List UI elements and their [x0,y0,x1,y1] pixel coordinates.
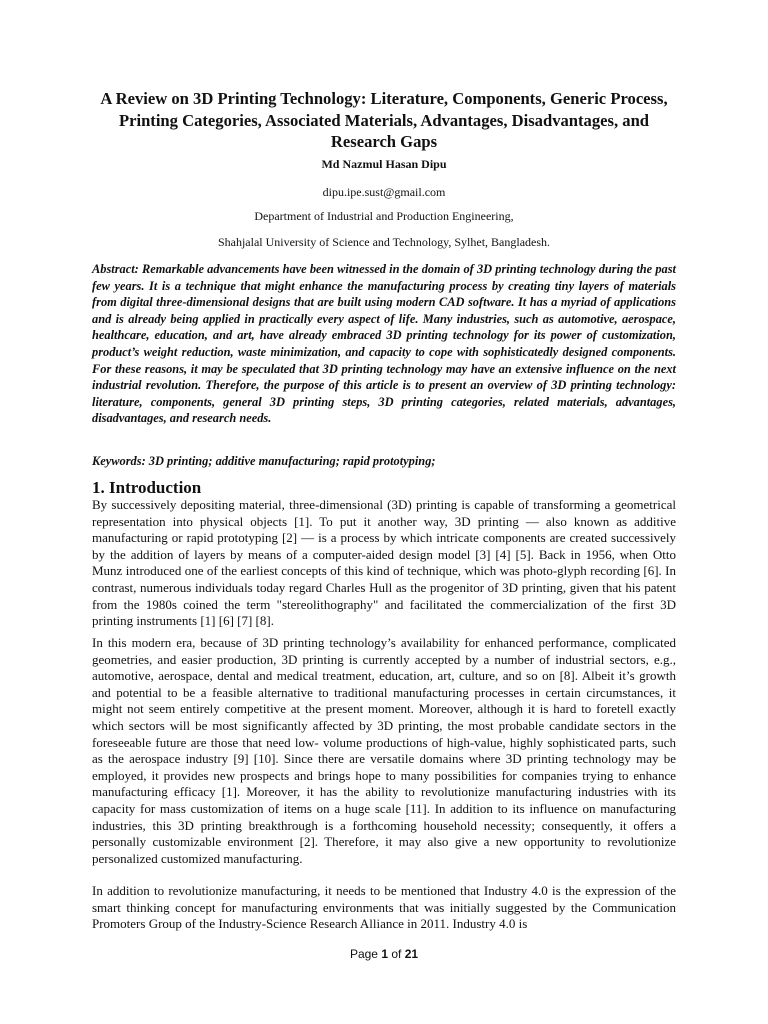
section-heading: 1. Introduction [92,478,202,497]
page-footer [0,947,768,961]
author-name: Md Nazmul Hasan Dipu [321,157,447,171]
author-university: Shahjalal University of Science and Technology, Sylhet, Bangladesh. [217,235,551,249]
body-paragraph: By successively depositing material, three-dimensional (3D) printing is capable of transforming a geometrical representation into physical objects [1]. To put it another way, 3D printing — also known as additive manufacturing or rapid prototyping [2] — is a process by which intricate components are created successively by the addition of layers by means of a computer-aided design model [3] [4] [5]. Back in 1956, when Otto Munz introduced one of the earliest concepts of this kind of technique, which was photo-glyph recording [6]. In contrast, numerous individuals today regard Charles Hull as the progenitor of 3D printing, given that his patent from the 1980s coined the term "stereolithography" and facilitated the commercialization of the first 3D printing instruments [1] [6] [7] [8]. [92,497,676,629]
abstract: Abstract: Remarkable advancements have been witnessed in the domain of 3D printing technology during the past few years. It is a technique that might enhance the manufacturing process by creating tiny layers of materials from digital three-dimensional designs that are built using modern CAD software. It has a myriad of applications and is already being applied in practically every aspect of life. Many industries, such as automotive, aerospace, healthcare, education, and art, have already embraced 3D printing technology for its power of customization, product’s weight reduction, waste minimization, and capacity to cope with sophisticatedly designed components. For these reasons, it may be speculated that 3D printing technology may have an extensive influence on the next industrial revolution. Therefore, the purpose of this article is to present an overview of 3D printing technology: literature, components, general 3D printing steps, 3D printing categories, related materials, advantages, disadvantages, and research needs. [92,262,676,426]
footer-page-word: Page [349,947,378,961]
keywords: Keywords: 3D printing; additive manufacturing; rapid prototyping; [92,454,436,468]
footer-current-page: 1 [381,947,388,961]
footer-total-pages: 21 [404,947,419,961]
footer-of-word: of [391,947,402,961]
body-paragraph: In addition to revolutionize manufacturing, it needs to be mentioned that Industry 4.0 is the expression of the smart thinking concept for manufacturing environments that was initially suggested by the Communication Promoters Group of the Industry-Science Research Alliance in 2011. Industry 4.0 is [92,883,676,932]
author-email: dipu.ipe.sust@gmail.com [322,185,446,199]
author-department: Department of Industrial and Production Engineering, [254,209,514,223]
body-paragraph: In this modern era, because of 3D printing technology’s availability for enhanced performance, complicated geometries, and easier production, 3D printing is currently accepted by a number of industrial sectors, e.g., automotive, aerospace, dental and medical treatment, education, art, culture, and so on [8]. Albeit it’s growth and potential to be a feasible alternative to traditional manufacturing processes in certain circumstances, it might not seem entirely competitive at the present moment. Moreover, although it is hard to foretell exactly which sectors will be most significantly affected by 3D printing, the most probable candidate sectors in the foreseeable future are those that need low- volume productions of high-value, highly sophisticated parts, such as the aerospace industry [9] [10]. Since there are versatile domains where 3D printing technology may be employed, it provides new prospects and brings hope to many possibilities for companies trying to enhance manufacturing efficacy [1]. Moreover, it has the ability to revolutionize manufacturing industries with its capacity for mass customization of items on a huge scale [11]. In addition to its influence on manufacturing industries, this 3D printing breakthrough is a forthcoming household necessity; consequently, it offers a personally customizable environment [2]. Therefore, it may also give a new opportunity to revolutionize personalized customized manufacturing. [92,635,676,866]
paper-title: A Review on 3D Printing Technology: Literature, Components, Generic Process, Printing Categories, Associated Materials, Advantages, Disadvantages, and Research Gaps [100,89,668,151]
